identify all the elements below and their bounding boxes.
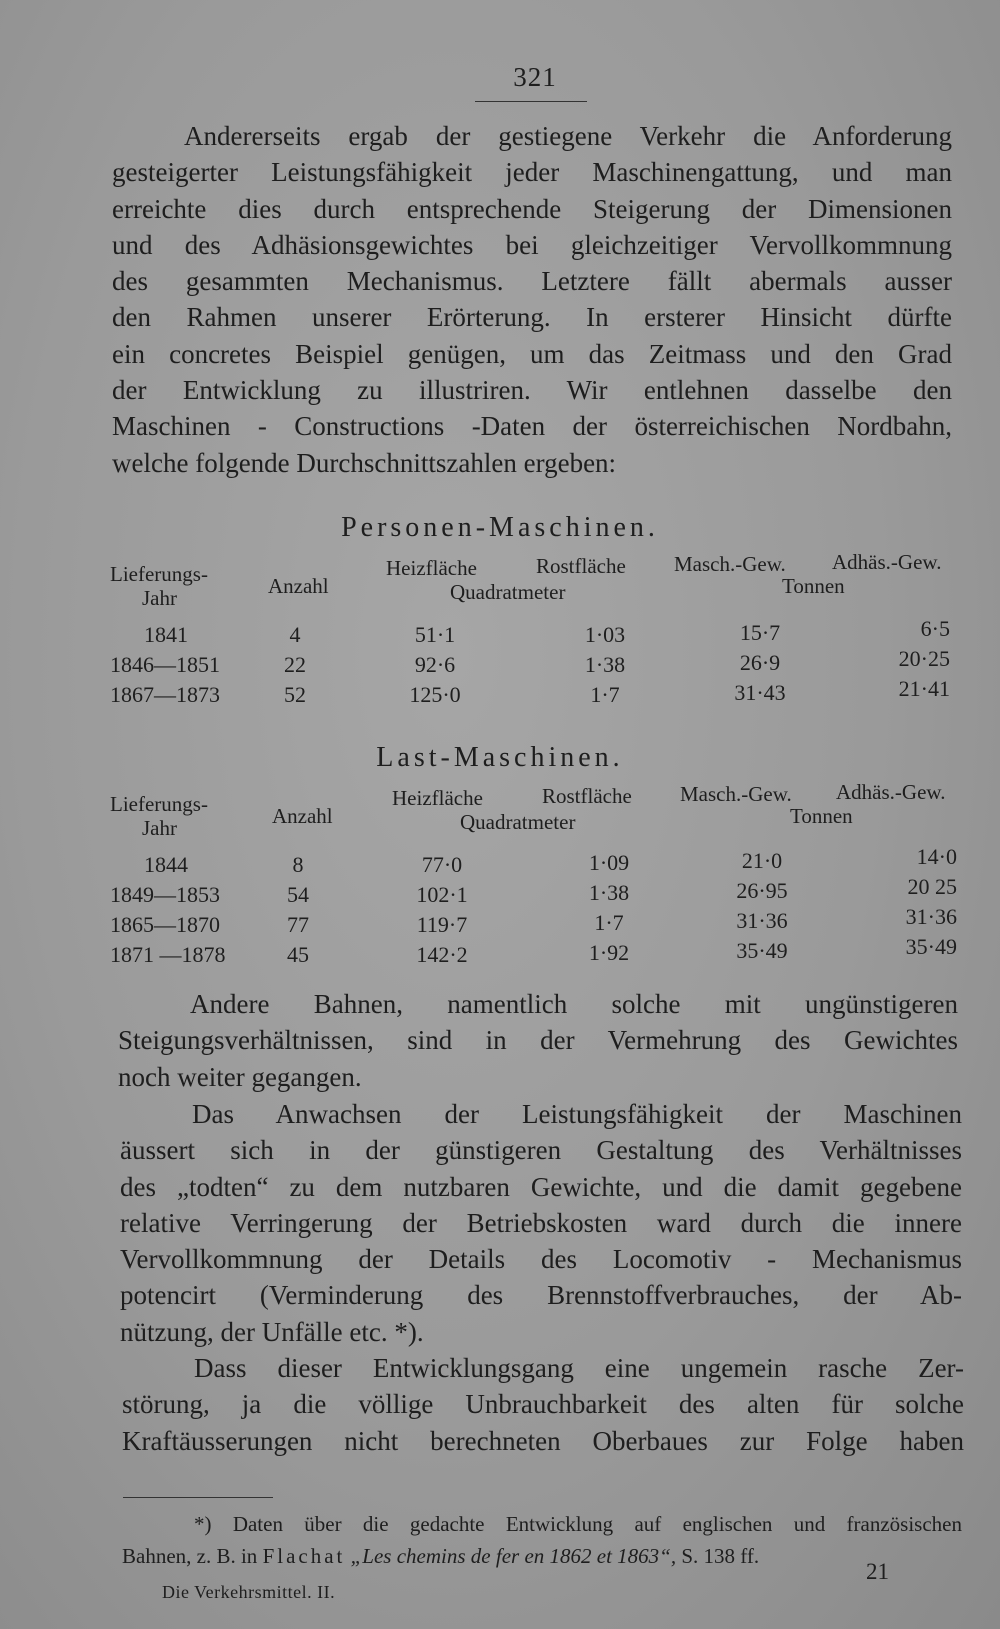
footnote-line: *) Daten über die gedachte Entwicklung auf englischen und französischen: [194, 1512, 962, 1536]
table-row: [110, 934, 957, 972]
cell-adhaes-gew: 31·36: [905, 904, 957, 929]
text-line: den Rahmen unserer Erörterung. In ersterer Hinsicht dürfte: [112, 302, 952, 333]
text-line: Steigungsverhältnissen, sind in der Vermehrung des Gewichtes: [118, 1025, 958, 1056]
header-heizflaeche: Heizfläche: [392, 786, 483, 810]
text-line: noch weiter gegangen.: [118, 1061, 362, 1092]
paragraph-entwicklungsgang: [122, 1350, 964, 1459]
text-line: Vervollkommnung der Details des Locomotiv - Mechanismus: [120, 1244, 962, 1275]
cell-adhaes-gew: 20·25: [898, 646, 950, 671]
cell-masch-gew: 31·43: [734, 680, 786, 705]
cell-heizflaeche: 77·0: [421, 852, 463, 877]
header-rostflaeche: Rostfläche: [542, 784, 632, 808]
header-rule: [475, 101, 587, 102]
text-line: relative Verringerung der Betriebskosten ward durch die innere: [120, 1207, 962, 1238]
header-jahr: Jahr: [142, 586, 177, 610]
text-line: und des Adhäsionsgewichtes bei gleichzeitiger Vervollkommnung: [112, 229, 952, 260]
header-lieferungs: Lieferungs-: [110, 792, 208, 816]
cell-rostflaeche: 1·03: [584, 622, 626, 647]
text-line: Kraftäusserungen nicht berechneten Oberbaues zur Folge haben: [122, 1425, 964, 1456]
cell-jahr: 1871 —1878: [110, 942, 226, 967]
text-line: Andere Bahnen, namentlich solche mit ungünstigeren: [190, 989, 958, 1019]
cell-jahr: 1865—1870: [110, 912, 220, 937]
text-line: erreichte dies durch entsprechende Steigerung der Dimensionen: [112, 193, 952, 224]
header-heizflaeche: Heizfläche: [386, 556, 477, 580]
header-masch-gew: Masch.-Gew.: [674, 552, 786, 576]
table-title-last: Last-Maschinen.: [376, 742, 624, 773]
cell-masch-gew: 21·0: [741, 848, 783, 873]
header-tonnen: Tonnen: [790, 804, 853, 828]
table-row: [110, 676, 955, 712]
table-row: [110, 646, 955, 682]
cell-jahr: 1849—1853: [110, 882, 220, 907]
text-line: gesteigerter Leistungsfähigkeit jeder Maschinengattung, und man: [112, 157, 952, 188]
cell-adhaes-gew: 14·0: [916, 844, 957, 869]
cell-jahr: 1844: [144, 852, 188, 877]
cell-rostflaeche: 1·38: [588, 880, 630, 905]
header-masch-gew: Masch.-Gew.: [680, 782, 792, 806]
header-tonnen: Tonnen: [782, 574, 845, 598]
cell-heizflaeche: 92·6: [414, 652, 456, 677]
footnote-pages: S. 138 ff.: [681, 1544, 760, 1568]
cell-anzahl: 8: [292, 852, 304, 877]
footnote-text: Bahnen, z. B. in: [122, 1544, 258, 1568]
cell-adhaes-gew: 35·49: [905, 934, 957, 959]
cell-rostflaeche: 1·7: [590, 682, 620, 707]
text-line: welche folgende Durchschnittszahlen ergeben:: [112, 447, 617, 478]
cell-masch-gew: 31·36: [736, 908, 788, 933]
text-line: Dass dieser Entwicklungsgang eine ungemein rasche Zer-: [194, 1353, 964, 1383]
table-title-personen: Personen-Maschinen.: [341, 512, 659, 543]
cell-anzahl: 4: [289, 622, 301, 647]
header-anzahl: Anzahl: [272, 804, 333, 828]
cell-rostflaeche: 1·7: [594, 910, 624, 935]
footnote: [122, 1508, 962, 1572]
text-line: ein concretes Beispiel genügen, um das Zeitmass und den Grad: [112, 338, 952, 369]
header-rostflaeche: Rostfläche: [536, 554, 626, 578]
cell-anzahl: 22: [284, 652, 306, 677]
printer-signature: Die Verkehrsmittel. II.: [162, 1582, 336, 1602]
table-row: [110, 904, 957, 942]
cell-heizflaeche: 51·1: [414, 622, 456, 647]
text-line: äussert sich in der günstigeren Gestaltung des Verhältnisses: [120, 1135, 962, 1166]
text-line: potencirt (Verminderung des Brennstoffverbrauches, der Ab-: [120, 1280, 962, 1311]
header-jahr: Jahr: [142, 816, 177, 840]
cell-heizflaeche: 142·2: [416, 942, 468, 967]
cell-anzahl: 52: [284, 682, 306, 707]
cell-rostflaeche: 1·92: [588, 940, 630, 965]
table-row: [110, 874, 957, 912]
cell-jahr: 1867—1873: [110, 682, 220, 707]
cell-heizflaeche: 102·1: [416, 882, 468, 907]
cell-anzahl: 54: [287, 882, 309, 907]
header-adhaes-gew: Adhäs.-Gew.: [832, 550, 942, 574]
text-line: des „todten“ zu dem nutzbaren Gewichte, und die damit gegebene: [120, 1171, 962, 1202]
page-number: 321: [513, 62, 557, 92]
text-line: Das Anwachsen der Leistungsfähigkeit der Maschinen: [192, 1099, 962, 1129]
cell-masch-gew: 15·7: [739, 620, 781, 645]
header-quadratmeter: Quadratmeter: [460, 810, 576, 834]
header-quadratmeter: Quadratmeter: [450, 580, 566, 604]
cell-jahr: 1841: [144, 622, 188, 647]
cell-jahr: 1846—1851: [110, 652, 220, 677]
table-personen: [110, 550, 955, 720]
text-line: nützung, der Unfälle etc. *).: [120, 1316, 424, 1347]
cell-rostflaeche: 1·09: [588, 850, 630, 875]
header-adhaes-gew: Adhäs.-Gew.: [836, 780, 946, 804]
paragraph-anwachsen: [120, 1096, 962, 1350]
table-last: [110, 780, 957, 980]
cell-heizflaeche: 125·0: [409, 682, 461, 707]
table-row: [110, 844, 957, 882]
footnote-rule: [123, 1497, 273, 1498]
header-lieferungs: Lieferungs-: [110, 562, 208, 586]
cell-adhaes-gew: 20 25: [907, 874, 957, 899]
cell-anzahl: 45: [287, 942, 309, 967]
cell-anzahl: 77: [287, 912, 309, 937]
footnote-book-title: „Les chemins de fer en 1862 et 1863“,: [350, 1544, 677, 1568]
cell-adhaes-gew: 21·41: [898, 676, 950, 701]
text-line: der Entwicklung zu illustriren. Wir entlehnen dasselbe den: [112, 375, 952, 406]
cell-adhaes-gew: 6·5: [920, 616, 950, 641]
footnote-author: Flachat: [262, 1544, 346, 1568]
table-row: [110, 616, 955, 652]
paragraph-andere-bahnen: [118, 986, 958, 1095]
text-line: Maschinen - Constructions -Daten der österreichischen Nordbahn,: [112, 411, 952, 442]
sheet-number: 21: [866, 1559, 889, 1584]
cell-rostflaeche: 1·38: [584, 652, 626, 677]
cell-heizflaeche: 119·7: [416, 912, 468, 937]
cell-masch-gew: 35·49: [736, 938, 788, 963]
paragraph-intro: [112, 118, 952, 481]
cell-masch-gew: 26·9: [739, 650, 781, 675]
text-line: Andererseits ergab der gestiegene Verkehr die Anforderung: [184, 121, 952, 151]
text-line: des gesammten Mechanismus. Letztere fällt abermals ausser: [112, 266, 952, 297]
footnote-line: [122, 1540, 962, 1572]
cell-masch-gew: 26·95: [736, 878, 788, 903]
header-anzahl: Anzahl: [268, 574, 329, 598]
text-line: störung, ja die völlige Unbrauchbarkeit des alten für solche: [122, 1389, 964, 1420]
